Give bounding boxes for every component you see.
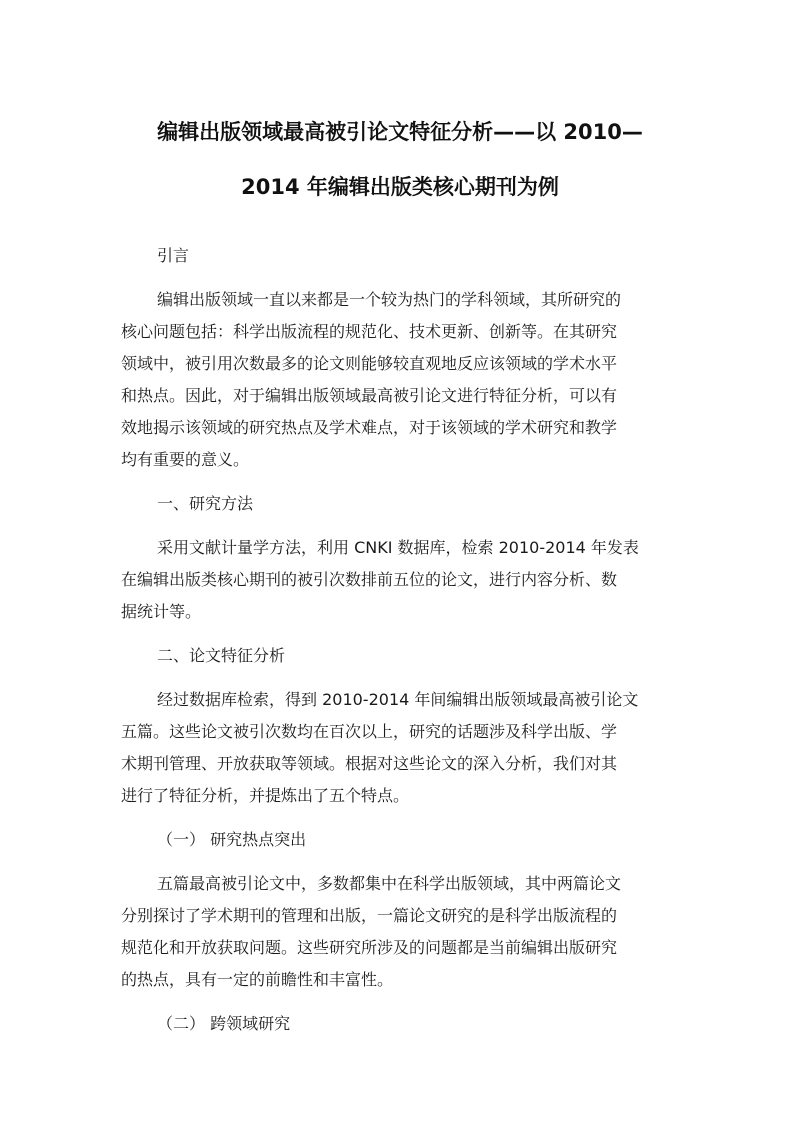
- subsection-heading-1: （一） 研究热点突出: [157, 830, 307, 849]
- text-line: 进行了特征分析，并提炼出了五个特点。: [121, 786, 410, 805]
- text-line: 术期刊管理、开放获取等领域。根据对这些论文的深入分析，我们对其: [121, 754, 618, 773]
- text-line: 分别探讨了学术期刊的管理和出版，一篇论文研究的是科学出版流程的: [121, 906, 618, 925]
- section-heading-intro: 引言: [157, 246, 190, 265]
- paragraph-method: [121, 532, 681, 628]
- text-line: 五篇。这些论文被引次数均在百次以上，研究的话题涉及科学出版、学: [121, 722, 618, 741]
- section-heading-method: 一、研究方法: [157, 494, 254, 513]
- text-line: 效地揭示该领域的研究热点及学术难点，对于该领域的学术研究和教学: [121, 418, 618, 437]
- text-line: 经过数据库检索，得到 2010-2014 年间编辑出版领域最高被引论文: [157, 690, 639, 709]
- text-line: 规范化和开放获取问题。这些研究所涉及的问题都是当前编辑出版研究: [121, 938, 618, 957]
- subsection-heading-2: （二） 跨领域研究: [157, 1014, 291, 1033]
- document-title-line-2: 2014 年编辑出版类核心期刊为例: [241, 175, 559, 199]
- text-line: 均有重要的意义。: [121, 450, 250, 469]
- text-line: 五篇最高被引论文中，多数都集中在科学出版领域，其中两篇论文: [157, 874, 622, 893]
- paragraph-intro: [121, 284, 681, 476]
- text-line: 在编辑出版类核心期刊的被引次数排前五位的论文，进行内容分析、数: [121, 570, 618, 589]
- document-title-line-1: 编辑出版领域最高被引论文特征分析——以 2010—: [157, 120, 643, 144]
- text-line: 领域中，被引用次数最多的论文则能够较直观地反应该领域的学术水平: [121, 354, 618, 373]
- section-heading-analysis: 二、论文特征分析: [157, 646, 286, 665]
- paragraph-subsection-1: [121, 868, 681, 996]
- text-line: 采用文献计量学方法，利用 CNKI 数据库，检索 2010-2014 年发表: [157, 538, 639, 557]
- text-line: 编辑出版领域一直以来都是一个较为热门的学科领域，其所研究的: [157, 290, 622, 309]
- document-body: [121, 240, 681, 1052]
- text-line: 核心问题包括：科学出版流程的规范化、技术更新、创新等。在其研究: [121, 322, 618, 341]
- paragraph-analysis: [121, 684, 681, 812]
- text-line: 的热点，具有一定的前瞻性和丰富性。: [121, 970, 394, 989]
- text-line: 和热点。因此，对于编辑出版领域最高被引论文进行特征分析，可以有: [121, 386, 618, 405]
- text-line: 据统计等。: [121, 602, 202, 621]
